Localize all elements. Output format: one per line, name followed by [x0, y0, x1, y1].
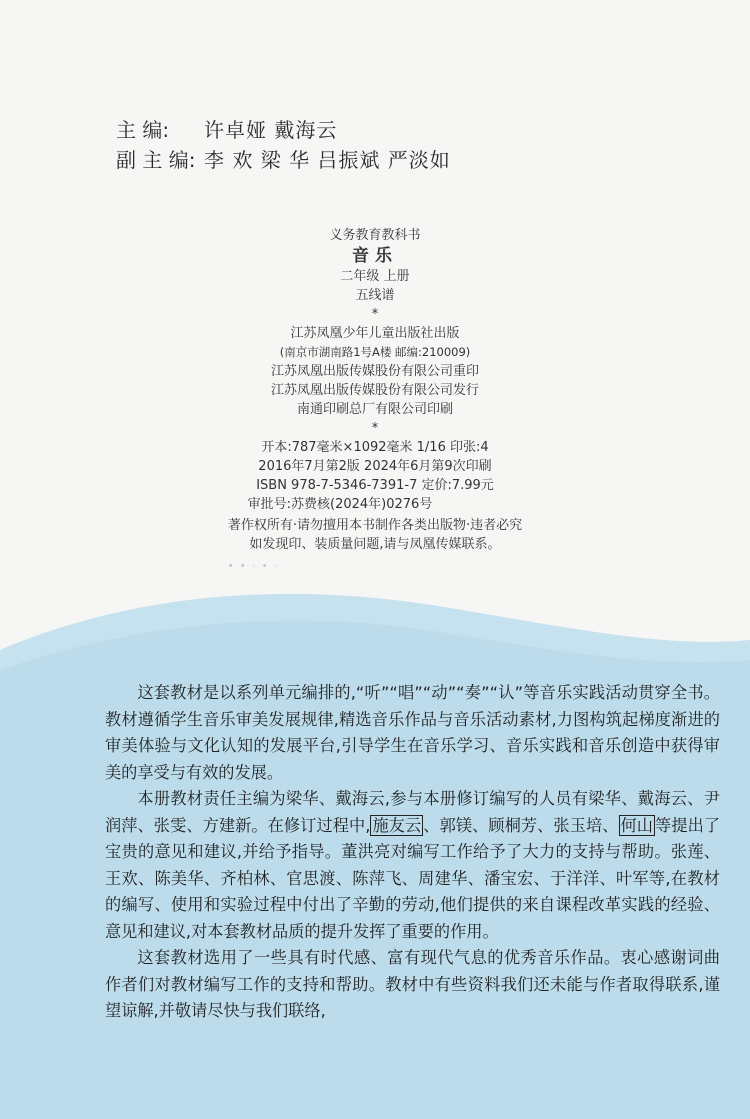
approval-line: 审批号:苏费核(2024年)0276号 [247, 497, 433, 512]
isbn-line: ISBN 978-7-5346-7391-7 定价:7.99元 [256, 478, 494, 493]
series-name: 义务教育教科书 [329, 228, 421, 243]
distributor-line: 江苏凤凰出版传媒股份有限公司发行 [270, 383, 479, 398]
copyright-notice [0, 516, 750, 554]
chief-editor-row [116, 115, 451, 145]
cip-block [0, 226, 750, 514]
separator-star-2: * [371, 421, 379, 436]
paragraph-editors [105, 786, 720, 945]
format-line: 开本:787毫米×1092毫米 1/16 印张:4 [261, 440, 489, 455]
separator-star: * [371, 307, 379, 322]
editors-block [116, 115, 451, 175]
book-title: 音乐 [352, 246, 398, 266]
boxed-name-2: 何山 [620, 815, 654, 835]
paragraph-editors-part-c: 等提出了宝贵的意见和建议,并给予指导。董洪亮对编写工作给予了大力的支持与帮助。张莲、王欢、陈美华、齐柏林、官思渡、陈萍飞、周建华、潘宝宏、于洋洋、叶军等,在教材的编写、使用和实验过程中付出了辛勤的劳动,他们提供的来自课程改革实践的经验、意见和建议,对本套教材品质的提升发挥了重要的作用。 [105, 815, 721, 941]
boxed-name-1: 施友云 [372, 815, 422, 835]
copyright-line-1: 著作权所有·请勿擅用本书制作各类出版物·违者必究 [227, 518, 523, 533]
deputy-editor-row [116, 145, 451, 175]
chief-editor-names: 许卓娅 戴海云 [204, 118, 338, 142]
chief-editor-label: 主 编: [116, 118, 170, 142]
paragraph-editors-part-b: 、郭镁、顾桐芳、张玉培、 [423, 815, 619, 835]
paragraph-editors-part-a: 本册教材责任主编为梁华、戴海云,参与本册修订编写的人员有梁华、戴海云、尹润萍、张雯、方建新。在修订过程中, [105, 789, 720, 835]
deputy-editor-names: 李 欢 梁 华 吕振斌 严淡如 [204, 148, 451, 172]
publisher-address: (南京市湖南路1号A楼 邮编:210009) [279, 345, 471, 359]
reprint-line: 江苏凤凰出版传媒股份有限公司重印 [270, 364, 479, 379]
publisher-line: 江苏凤凰少年儿童出版社出版 [290, 326, 460, 341]
acknowledgement-text [105, 680, 720, 1025]
printer-line: 南通印刷总厂有限公司印刷 [296, 402, 453, 417]
deputy-editor-label: 副 主 编: [116, 148, 196, 172]
copyright-line-2: 如发现印、装质量问题,请与凤凰传媒联系。 [249, 537, 501, 552]
notation-type: 五线谱 [355, 288, 395, 303]
decorative-dots: • • · • · [228, 562, 280, 572]
edition-line: 2016年7月第2版 2024年6月第9次印刷 [258, 459, 492, 474]
paragraph-intro: 这套教材是以系列单元编排的,“听”“唱”“动”“奏”“认”等音乐实践活动贯穿全书。教材遵循学生音乐审美发展规律,精选音乐作品与音乐活动素材,力图构筑起梯度渐进的审美体验与文化认知的发展平台,引导学生在音乐学习、音乐实践和音乐创造中获得审美的享受与有效的发展。 [105, 683, 720, 782]
paragraph-thanks: 这套教材选用了一些具有时代感、富有现代气息的优秀音乐作品。衷心感谢词曲作者们对教材编写工作的支持和帮助。教材中有些资料我们还未能与作者取得联系,谨望谅解,并敬请尽快与我们联络, [105, 948, 720, 1020]
grade-volume: 二年级 上册 [340, 269, 410, 284]
